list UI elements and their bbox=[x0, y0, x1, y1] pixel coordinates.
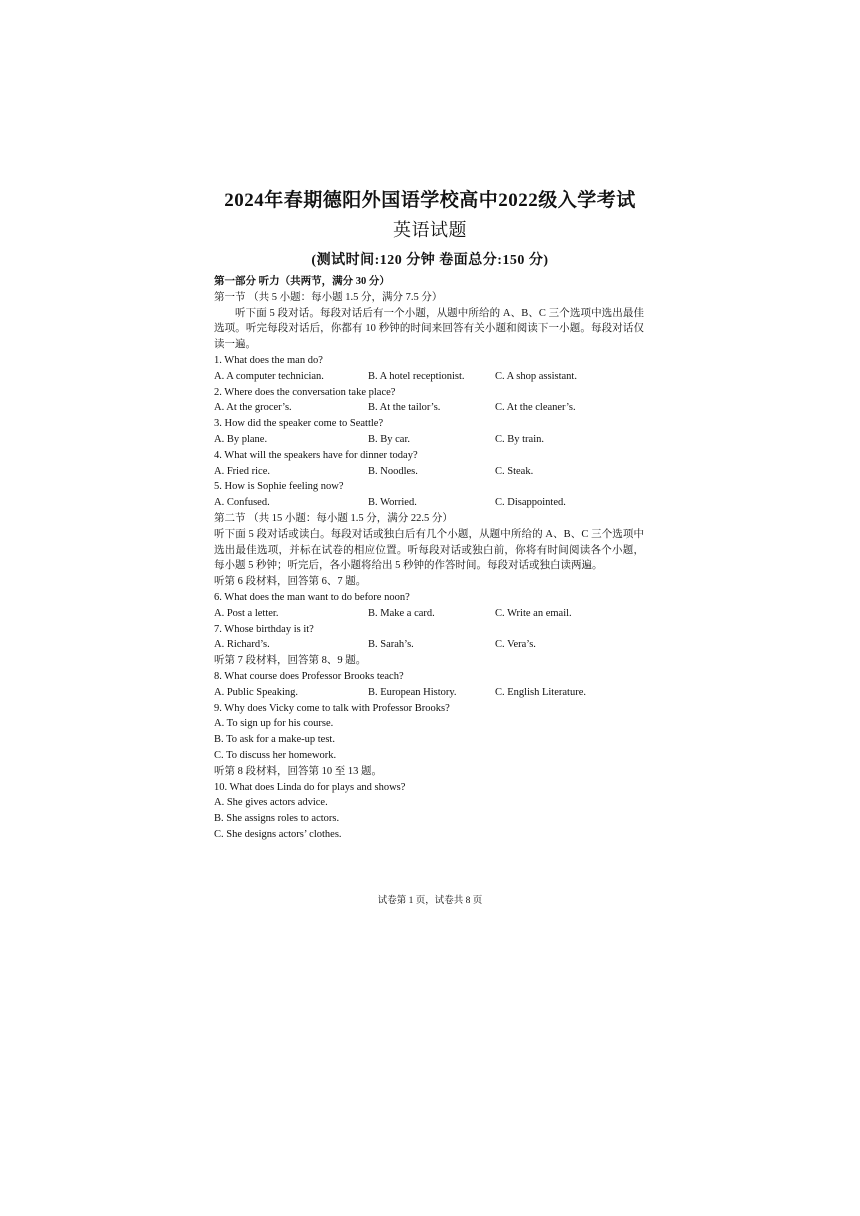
question-options bbox=[214, 400, 644, 416]
page-footer: 试卷第 1 页，试卷共 8 页 bbox=[377, 896, 483, 906]
question-stem: 1. What does the man do? bbox=[214, 354, 323, 366]
material-note: 听第 8 段材料，回答第 10 至 13 题。 bbox=[214, 765, 382, 777]
option-a: A. Richard’s. bbox=[214, 639, 270, 651]
option-a: A. She gives actors advice. bbox=[214, 797, 328, 809]
option-b: B. Worried. bbox=[368, 497, 417, 509]
section1-heading: 第一节 （共 5 小题：每小题 1.5 分，满分 7.5 分） bbox=[214, 291, 443, 303]
option-b: B. A hotel receptionist. bbox=[368, 370, 465, 382]
material-note: 听第 6 段材料，回答第 6、7 题。 bbox=[214, 576, 367, 588]
option-c: C. English Literature. bbox=[495, 686, 586, 698]
option-a: A. By plane. bbox=[214, 433, 268, 445]
question-stem: 3. How did the speaker come to Seattle? bbox=[214, 418, 384, 430]
question-options bbox=[214, 685, 644, 701]
section1-instructions: 听下面 5 段对话。每段对话后有一个小题，从题中所给的 A、B、C 三个选项中选出最佳选项。听完每段对话后，你都有 10 秒钟的时间来回答有关小题和阅读下一小题。每段对话仅读一遍。 bbox=[214, 307, 644, 351]
exam-title: 2024年春期德阳外国语学校高中2022级入学考试 bbox=[224, 190, 636, 211]
option-c: C. To discuss her homework. bbox=[214, 749, 337, 761]
option-c: C. A shop assistant. bbox=[495, 370, 577, 382]
question-stem: 2. Where does the conversation take place? bbox=[214, 386, 396, 398]
option-c: C. By train. bbox=[495, 433, 544, 445]
section2-heading: 第二节 （共 15 小题：每小题 1.5 分，满分 22.5 分） bbox=[214, 512, 453, 524]
question-options bbox=[214, 495, 644, 511]
question-stem: 8. What course does Professor Brooks teach? bbox=[214, 670, 404, 682]
question-options bbox=[214, 464, 644, 480]
exam-meta: (测试时间:120 分钟 卷面总分:150 分) bbox=[311, 253, 549, 268]
section2-instructions: 听下面 5 段对话或读白。每段对话或独白后有几个小题，从题中所给的 A、B、C 三个选项中选出最佳选项，并标在试卷的相应位置。听每段对话或独白前，你将有时间阅读各个小题，每小题 5 秒钟；听完后，各小题将给出 5 秒钟的作答时间。每段对话或独白读两遍。 bbox=[214, 528, 644, 572]
option-c: C. Vera’s. bbox=[495, 639, 536, 651]
option-c: C. At the cleaner’s. bbox=[495, 402, 576, 414]
option-c: C. Steak. bbox=[495, 465, 534, 477]
question-stem: 9. Why does Vicky come to talk with Professor Brooks? bbox=[214, 702, 450, 714]
option-a: A. Fried rice. bbox=[214, 465, 270, 477]
option-a: A. Post a letter. bbox=[214, 607, 279, 619]
option-a: A. To sign up for his course. bbox=[214, 718, 334, 730]
option-b: B. She assigns roles to actors. bbox=[214, 813, 340, 825]
option-a: A. A computer technician. bbox=[214, 370, 324, 382]
part1-heading: 第一部分 听力（共两节，满分 30 分） bbox=[214, 276, 390, 287]
option-b: B. By car. bbox=[368, 433, 410, 445]
question-stem: 6. What does the man want to do before noon? bbox=[214, 591, 410, 603]
exam-body bbox=[214, 274, 644, 843]
question-stem: 4. What will the speakers have for dinner today? bbox=[214, 449, 418, 461]
option-b: B. Make a card. bbox=[368, 607, 435, 619]
option-b: B. At the tailor’s. bbox=[368, 402, 441, 414]
question-options bbox=[214, 369, 644, 385]
option-b: B. Noodles. bbox=[368, 465, 418, 477]
material-note: 听第 7 段材料，回答第 8、9 题。 bbox=[214, 655, 367, 667]
option-a: A. Confused. bbox=[214, 497, 270, 509]
option-b: B. Sarah’s. bbox=[368, 639, 414, 651]
question-options bbox=[214, 606, 644, 622]
option-c: C. Disappointed. bbox=[495, 497, 566, 509]
option-b: B. To ask for a make-up test. bbox=[214, 734, 335, 746]
question-options bbox=[214, 637, 644, 653]
exam-subject: 英语试题 bbox=[393, 220, 467, 240]
question-stem: 5. How is Sophie feeling now? bbox=[214, 481, 344, 493]
question-stem: 7. Whose birthday is it? bbox=[214, 623, 314, 635]
option-c: C. She designs actors’ clothes. bbox=[214, 828, 342, 840]
option-b: B. European History. bbox=[368, 686, 457, 698]
option-a: A. At the grocer’s. bbox=[214, 402, 292, 414]
question-stem: 10. What does Linda do for plays and shows? bbox=[214, 781, 406, 793]
option-a: A. Public Speaking. bbox=[214, 686, 298, 698]
question-options bbox=[214, 432, 644, 448]
option-c: C. Write an email. bbox=[495, 607, 572, 619]
